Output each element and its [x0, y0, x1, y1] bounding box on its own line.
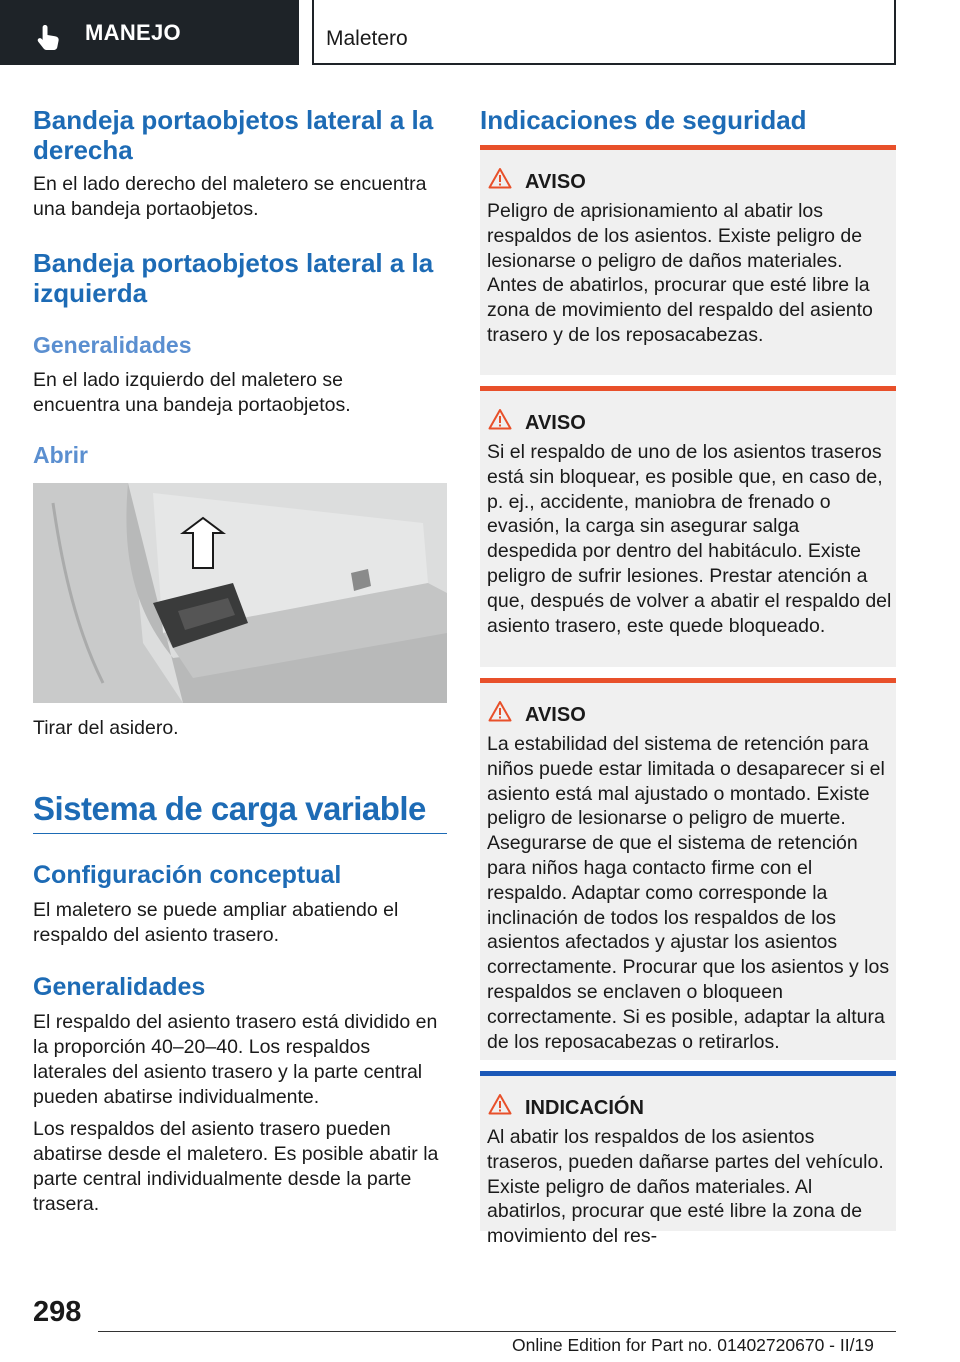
warning-bar	[480, 678, 896, 683]
footer-edition: Online Edition for Part no. 01402720670 - II/19	[512, 1335, 874, 1355]
warning-box-1	[480, 145, 896, 375]
warning-triangle-icon	[488, 408, 512, 430]
footer-rule	[98, 1331, 896, 1332]
heading-concept: Configuración conceptual	[33, 861, 342, 889]
header-topic-box	[312, 0, 896, 65]
heading-rule	[33, 833, 447, 834]
page-number: 298	[33, 1296, 82, 1328]
paragraph-left-tray: En el lado izquierdo del maletero se encuentra una bandeja portaobjetos.	[33, 369, 351, 416]
warning-bar	[480, 386, 896, 391]
paragraph-right-tray: En el lado derecho del maletero se encuentra una bandeja portaobjetos.	[33, 173, 427, 220]
heading-right-tray: Bandeja portaobjetos lateral a la derecha	[33, 105, 434, 165]
warning-text: Peligro de aprisionamiento al abatir los respaldos de los asientos. Existe peligro de lesionarse o peligro de daños materiales. Antes de abatirlos, procurar que esté libre la zona de movimiento del respaldo del asiento trasero y de los reposacabezas.	[487, 200, 873, 346]
header-section-title: MANEJO	[85, 20, 181, 45]
note-box	[480, 1071, 896, 1248]
figure-side-tray	[33, 483, 447, 703]
heading-variable-load: Sistema de carga variable	[33, 790, 426, 827]
note-title: INDICACIÓN	[525, 1097, 644, 1119]
heading-general-2: Generalidades	[33, 973, 206, 1001]
paragraph-concept: El maletero se puede ampliar abatiendo el respaldo del asiento trasero.	[33, 899, 399, 946]
warning-text: La estabilidad del sistema de retención para niños puede estar limitada o desaparecer si el asiento está mal ajustado o montado. Existe peligro de lesionarse o peligro de muerte. Asegurarse de que el sistema de retención para niños haga contacto firme con el respaldo. Adaptar como corresponde la inclinación de todos los respaldos de los asientos afectados y ajustar los asientos correctamente. Procurar que los asientos y los respaldos se enclaven o bloqueen correctamente. Si es posible, adaptar la altura de los reposacabezas o retirarlos.	[487, 733, 890, 1053]
heading-safety: Indicaciones de seguridad	[480, 105, 807, 135]
hand-pointer-icon	[34, 22, 64, 52]
paragraph-general-2b: Los respaldos del asiento trasero pueden abatirse desde el maletero. Es posible abatir la parte central individualmente desde la parte trasera.	[33, 1118, 439, 1215]
warning-title: AVISO	[525, 171, 586, 193]
warning-box-3	[480, 678, 896, 1060]
figure-caption: Tirar del asidero.	[33, 717, 179, 739]
warning-title: AVISO	[525, 704, 586, 726]
trunk-tray-illustration	[33, 483, 447, 703]
header-topic-title: Maletero	[326, 27, 408, 50]
warning-bar	[480, 145, 896, 150]
note-text: Al abatir los respaldos de los asientos traseros, pueden dañarse partes del vehículo. Existe peligro de daños materiales. Al abatirlos, procurar que esté libre la zona de movimiento del res-	[487, 1126, 884, 1248]
warning-triangle-icon	[488, 1093, 512, 1115]
heading-open: Abrir	[33, 442, 88, 468]
warning-box-2	[480, 386, 896, 667]
heading-left-tray: Bandeja portaobjetos lateral a la izquierda	[33, 248, 434, 308]
warning-triangle-icon	[488, 167, 512, 189]
warning-triangle-icon	[488, 700, 512, 722]
warning-text: Si el respaldo de uno de los asientos traseros está sin bloquear, es posible que, en caso de, p. ej., accidente, maniobra de frenado o evasión, la carga sin asegurar salga despedida por dentro del habitáculo. Existe peligro de sufrir lesiones. Prestar atención a que, después de volver a abatir el respaldo del asiento trasero, este quede bloqueado.	[487, 441, 892, 637]
header-section-tab	[0, 0, 299, 65]
heading-general-1: Generalidades	[33, 332, 192, 358]
paragraph-general-2a: El respaldo del asiento trasero está dividido en la proporción 40–20–40. Los respaldos laterales del asiento trasero y la parte central pueden abatirse individualmente.	[33, 1011, 438, 1108]
note-bar	[480, 1071, 896, 1076]
warning-title: AVISO	[525, 412, 586, 434]
